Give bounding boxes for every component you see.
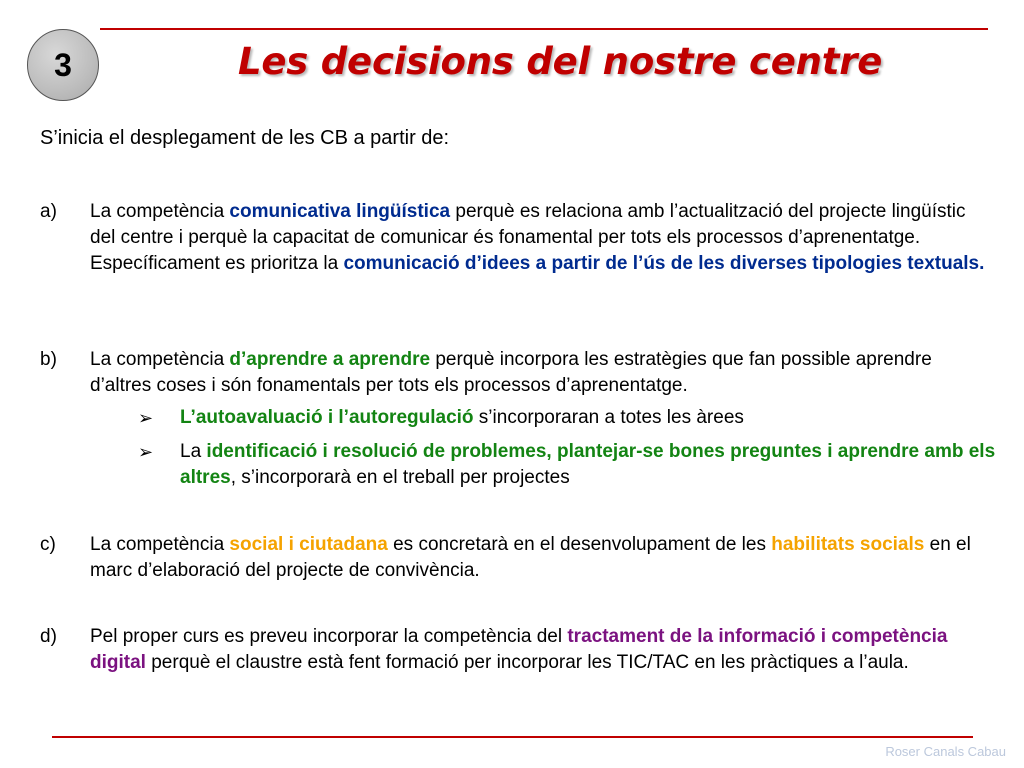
- bottom-rule: [52, 736, 973, 738]
- item-label: d): [40, 626, 57, 647]
- highlight-run: L’autoavaluació i l’autoregulació: [180, 407, 474, 428]
- text-run: perquè el claustre està fent formació per incorporar les TIC/TAC en les pràctiques a l’aula.: [145, 652, 909, 673]
- text-run: perquè incorpora les estratègies que fan possible aprendre d’altres coses i són fonamentals per tots els processos d’aprenentatge.: [90, 349, 932, 396]
- highlight-run: d’aprendre a aprendre: [229, 349, 431, 370]
- highlight-run: comunicativa lingüística: [229, 201, 451, 222]
- text-run: La: [180, 441, 207, 462]
- text-run: La competència: [90, 534, 230, 555]
- item-label: c): [40, 534, 56, 555]
- highlight-run: tractament de la informació i competència digital: [90, 626, 948, 673]
- item-text: [90, 347, 995, 399]
- item-text: [90, 199, 995, 277]
- sub-item-text: [180, 405, 1000, 431]
- slide-number-badge: [27, 29, 99, 101]
- intro-text: S’inicia el desplegament de les CB a partir de:: [40, 127, 450, 149]
- highlight-run: social i ciutadana: [229, 534, 388, 555]
- text-run: Pel proper curs es preveu incorporar la competència del: [90, 626, 568, 647]
- item-label: a): [40, 201, 57, 222]
- item-text: [90, 624, 995, 676]
- slide-number: 3: [54, 46, 72, 83]
- top-rule: [100, 28, 988, 30]
- highlight-run: habilitats socials: [771, 534, 925, 555]
- text-run: La competència: [90, 349, 230, 370]
- footer-author: Roser Canals Cabau: [885, 744, 1006, 759]
- item-label: b): [40, 349, 57, 370]
- highlight-run: comunicació d’idees a partir de l’ús de les diverses tipologies textuals.: [343, 253, 985, 274]
- text-run: es concretarà en el desenvolupament de les: [387, 534, 772, 555]
- arrow-bullet-icon: ➢: [138, 408, 154, 428]
- text-run: perquè es relaciona amb l’actualització del projecte lingüístic del centre i perquè la capacitat de comunicar és fonamental per tots els processos d’aprenentatge. Específicament es prioritza la: [90, 201, 966, 274]
- text-run: , s’incorporarà en el treball per projectes: [230, 467, 570, 488]
- sub-item-text: [180, 439, 1000, 491]
- arrow-bullet-icon: ➢: [138, 442, 154, 462]
- highlight-run: identificació i resolució de problemes, plantejar-se bones preguntes i aprendre amb els altres: [180, 441, 996, 488]
- text-run: s’incorporaran a totes les àrees: [473, 407, 744, 428]
- page-title: Les decisions del nostre centre: [238, 40, 883, 83]
- text-run: La competència: [90, 201, 230, 222]
- text-run: en el marc d’elaboració del projecte de convivència.: [90, 534, 971, 581]
- item-text: [90, 532, 995, 584]
